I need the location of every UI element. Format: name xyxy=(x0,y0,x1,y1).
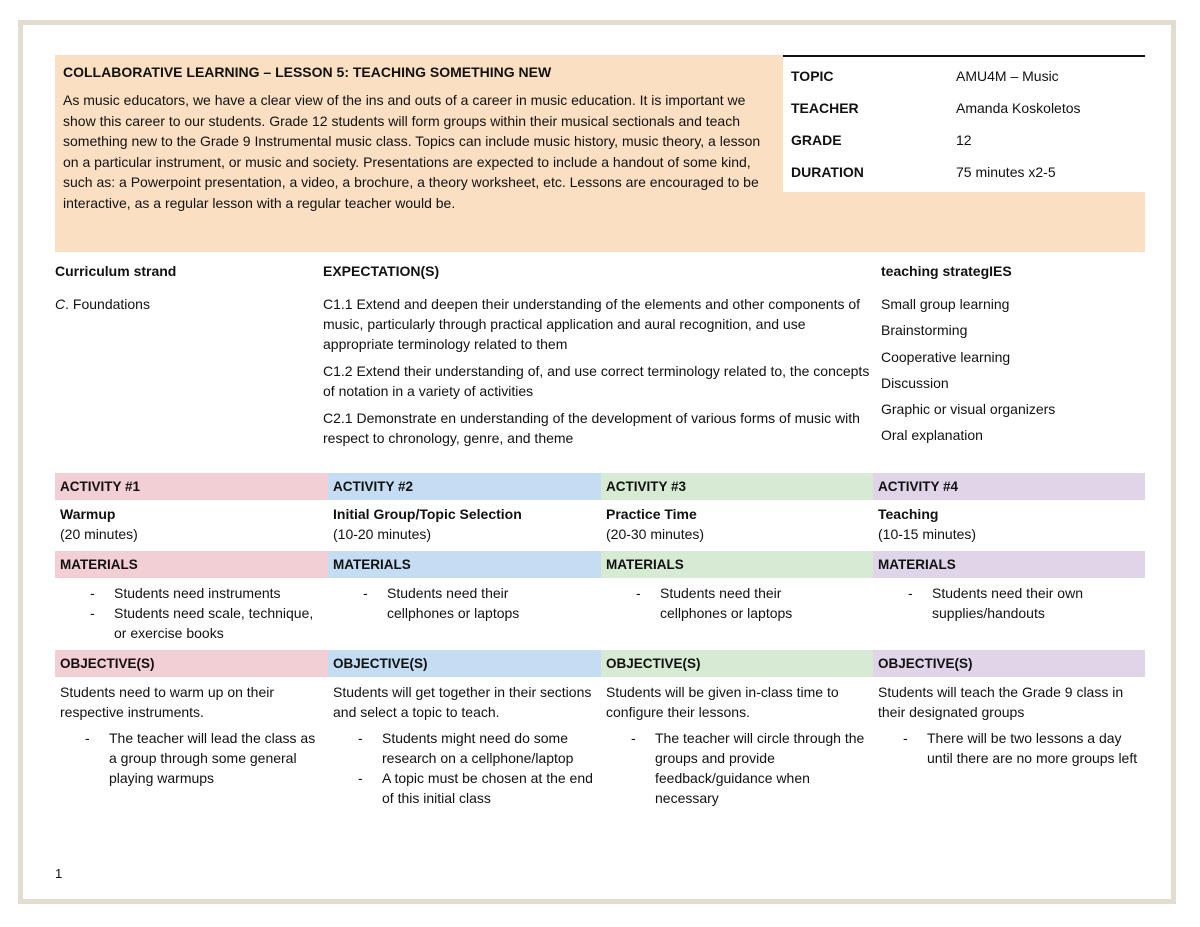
objective-notes xyxy=(55,728,326,788)
activity-4-title xyxy=(878,504,1143,544)
info-value: 75 minutes x2-5 xyxy=(956,164,1056,180)
activity-2-objective xyxy=(333,682,599,808)
note-item: - The teacher will lead the class as a group through some general playing warmups xyxy=(55,728,326,788)
info-label: TEACHER xyxy=(791,100,859,116)
activity-4-materials-label: MATERIALS xyxy=(873,551,1145,578)
curriculum-value: C. Foundations xyxy=(55,296,150,312)
info-value: AMU4M – Music xyxy=(956,68,1059,84)
activity-1-objective xyxy=(60,682,326,788)
strategies-list xyxy=(881,294,1141,452)
activity-4-objective-label: OBJECTIVE(S) xyxy=(873,650,1145,677)
expectation-item: C1.2 Extend their understanding of, and use correct terminology related to, the concepts of notation in a variety of activities xyxy=(323,363,870,399)
activity-1-materials-label: MATERIALS xyxy=(55,551,328,578)
info-value: 12 xyxy=(956,132,972,148)
objective-notes xyxy=(328,728,599,808)
objective-notes xyxy=(873,728,1144,768)
curriculum-heading: Curriculum strand xyxy=(55,263,177,279)
strategies-heading: teaching strategIES xyxy=(881,263,1012,279)
lesson-title: COLLABORATIVE LEARNING – LESSON 5: TEACHING SOMETHING NEW xyxy=(63,64,552,80)
material-item: - Students need their cellphones or laptops xyxy=(333,583,563,623)
strategy-item: Oral explanation xyxy=(881,427,983,444)
activity-3-label: ACTIVITY #3 xyxy=(601,473,873,500)
activity-2-label: ACTIVITY #2 xyxy=(328,473,601,500)
info-label: TOPIC xyxy=(791,68,834,84)
note-item: - The teacher will circle through the groups and provide feedback/guidance when necessary xyxy=(601,728,872,808)
activity-2-title xyxy=(333,504,598,544)
objective-text: Students need to warm up on their respective instruments. xyxy=(60,684,275,720)
strategy-item: Graphic or visual organizers xyxy=(881,401,1056,418)
material-item: - Students need their cellphones or laptops xyxy=(606,583,836,623)
activity-name: Teaching xyxy=(878,506,939,522)
activity-3-materials-label: MATERIALS xyxy=(601,551,873,578)
objective-text: Students will be given in-class time to configure their lessons. xyxy=(606,684,839,720)
activity-3-objective xyxy=(606,682,872,808)
curriculum-letter: C xyxy=(55,296,66,312)
activity-name: Practice Time xyxy=(606,506,697,522)
note-item: - Students might need do some research on a cellphone/laptop xyxy=(328,728,599,768)
note-item: - There will be two lessons a day until there are no more groups left xyxy=(873,728,1144,768)
activity-4-objective xyxy=(878,682,1144,768)
activity-duration: (10-15 minutes) xyxy=(878,526,977,542)
activity-1-label: ACTIVITY #1 xyxy=(55,473,328,500)
info-row-grade xyxy=(783,124,1145,156)
lesson-info-table xyxy=(783,55,1145,192)
activity-4-materials xyxy=(878,583,1118,623)
activity-2-materials xyxy=(333,583,563,623)
activity-2-materials-label: MATERIALS xyxy=(328,551,601,578)
activity-duration: (20-30 minutes) xyxy=(606,526,705,542)
info-label: GRADE xyxy=(791,132,842,148)
material-item: - Students need scale, technique, or exercise books xyxy=(60,603,326,643)
activity-1-materials xyxy=(60,583,326,643)
expectation-item: C1.1 Extend and deepen their understanding of the elements and other components of music, particularly through practical application and aural recognition, and use appropriate terminology related to them xyxy=(323,296,861,352)
activity-3-title xyxy=(606,504,871,544)
lesson-description: As music educators, we have a clear view of the ins and outs of a career in music education. It is important we show this career to our students. Grade 12 students will form groups within their musical sectionals and teach something new to the Grade 9 Instrumental music class. Topics can include music history, music theory, a lesson on a particular instrument, or music and society. Presentations are expected to include a handout of some kind, such as: a Powerpoint presentation, a video, a brochure, a theory worksheet, etc. Lessons are encouraged to be interactive, as a regular lesson with a regular teacher would be. xyxy=(63,92,761,211)
activity-name: Initial Group/Topic Selection xyxy=(333,506,522,522)
activity-3-objective-label: OBJECTIVE(S) xyxy=(601,650,873,677)
expectations-list xyxy=(323,294,879,448)
page-number: 1 xyxy=(55,866,63,881)
activity-name: Warmup xyxy=(60,506,116,522)
info-row-topic xyxy=(783,60,1145,92)
activity-1-title xyxy=(60,504,325,544)
activity-3-materials xyxy=(606,583,836,623)
objective-text: Students will get together in their sections and select a topic to teach. xyxy=(333,684,592,720)
activity-1-objective-label: OBJECTIVE(S) xyxy=(55,650,328,677)
objective-text: Students will teach the Grade 9 class in their designated groups xyxy=(878,684,1124,720)
info-row-duration xyxy=(783,156,1145,188)
strategy-item: Brainstorming xyxy=(881,322,968,339)
activity-duration: (20 minutes) xyxy=(60,526,138,542)
strategy-item: Cooperative learning xyxy=(881,348,1011,365)
strategy-item: Small group learning xyxy=(881,296,1010,312)
expectation-item: C2.1 Demonstrate en understanding of the development of various forms of music with respect to chronology, genre, and theme xyxy=(323,410,860,446)
info-label: DURATION xyxy=(791,164,864,180)
material-item: - Students need their own supplies/handouts xyxy=(878,583,1118,623)
info-row-teacher xyxy=(783,92,1145,124)
strategy-item: Discussion xyxy=(881,374,949,391)
activity-4-label: ACTIVITY #4 xyxy=(873,473,1145,500)
activity-duration: (10-20 minutes) xyxy=(333,526,432,542)
objective-notes xyxy=(601,728,872,808)
activity-2-objective-label: OBJECTIVE(S) xyxy=(328,650,601,677)
note-item: - A topic must be chosen at the end of this initial class xyxy=(328,768,599,808)
material-item: - Students need instruments xyxy=(60,583,326,603)
info-value: Amanda Koskoletos xyxy=(956,100,1081,116)
expectations-heading: EXPECTATION(S) xyxy=(323,263,440,279)
